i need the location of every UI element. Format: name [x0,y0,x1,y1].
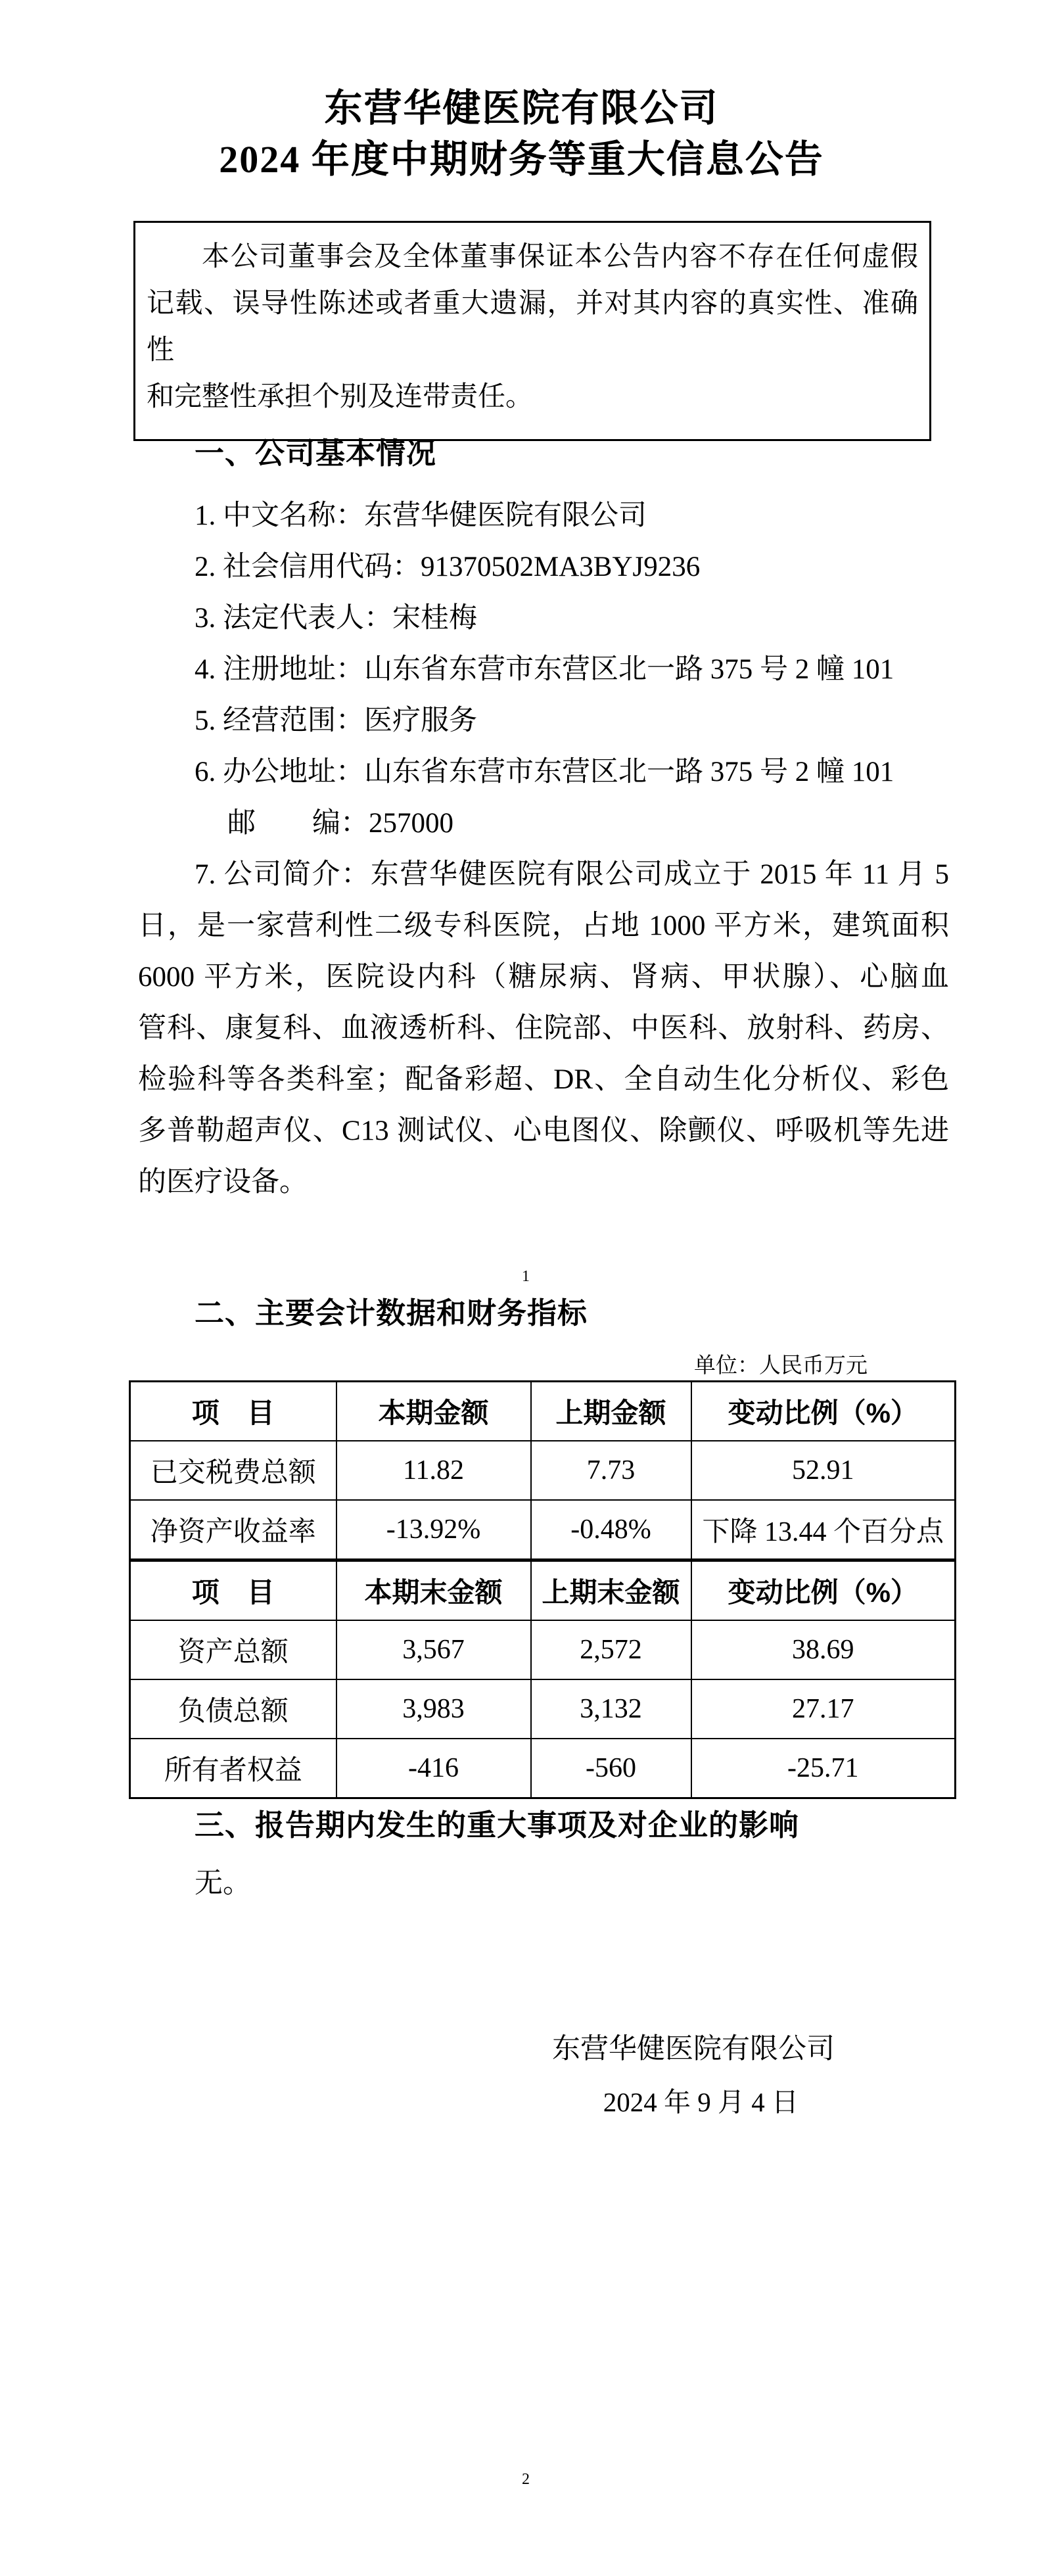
item-chinese-name: 1. 中文名称：东营华健医院有限公司 [195,500,647,531]
company-profile-line: 6000 平方米，医院设内科（糖尿病、肾病、甲状腺）、心脑血 [138,962,949,993]
cell-value: -25.71 [691,1739,956,1798]
table-row-total-assets [130,1620,956,1679]
table-row-roe [130,1500,956,1560]
company-profile-line: 7. 公司简介：东营华健医院有限公司成立于 2015 年 11 月 5 [195,859,949,890]
cell-value: 2,572 [531,1620,691,1679]
header-cell-prior-amount: 上期金额 [531,1382,691,1441]
table-header-row-period-end [130,1560,956,1621]
table-row-owners-equity [130,1739,956,1798]
item-legal-representative: 3. 法定代表人：宋桂梅 [195,603,477,634]
cell-value: -0.48% [531,1500,691,1560]
company-profile-line: 日，是一家营利性二级专科医院，占地 1000 平方米，建筑面积 [138,910,949,941]
cell-value: 38.69 [691,1620,956,1679]
header-cell-item: 项 目 [130,1560,336,1621]
section2-heading: 二、主要会计数据和财务指标 [195,1296,588,1330]
page-number-2: 2 [522,2471,530,2488]
cell-value: 52.91 [691,1441,956,1500]
cell-value: 3,983 [336,1679,531,1739]
document-title-line2: 2024 年度中期财务等重大信息公告 [219,138,824,181]
signature-company: 东营华健医院有限公司 [552,2034,835,2065]
cell-value: -560 [531,1739,691,1798]
item-registered-address: 4. 注册地址：山东省东营市东营区北一路 375 号 2 幢 101 [195,654,894,685]
section1-item-list [195,490,949,901]
cell-label: 负债总额 [130,1679,336,1739]
company-profile-line: 管科、康复科、血液透析科、住院部、中医科、放射科、药房、 [138,1013,949,1044]
header-cell-current-amount: 本期金额 [336,1382,531,1441]
table-row-total-liabilities [130,1679,956,1739]
header-cell-period-end-amount: 本期末金额 [336,1560,531,1621]
cell-value: 27.17 [691,1679,956,1739]
notice-line: 本公司董事会及全体董事保证本公告内容不存在任何虚假 [202,242,918,272]
item-office-address: 6. 办公地址：山东省东营市东营区北一路 375 号 2 幢 101 [195,757,894,787]
header-cell-prior-period-end-amount: 上期末金额 [531,1560,691,1621]
financial-indicators-table [129,1380,956,1799]
header-cell-item: 项 目 [130,1382,336,1441]
cell-label: 资产总额 [130,1620,336,1679]
item-credit-code: 2. 社会信用代码：91370502MA3BYJ9236 [195,551,701,582]
company-profile-line: 检验科等各类科室；配备彩超、DR、全自动生化分析仪、彩色 [138,1064,949,1095]
header-cell-change-ratio: 变动比例（%） [691,1560,956,1621]
cell-value: 3,567 [336,1620,531,1679]
notice-line: 记载、误导性陈述或者重大遗漏，并对其内容的真实性、准确性 [147,289,918,365]
cell-label: 净资产收益率 [130,1500,336,1560]
board-guarantee-notice-box [133,221,931,441]
cell-value: -13.92% [336,1500,531,1560]
company-profile-line: 的医疗设备。 [138,1167,308,1198]
currency-unit-note: 单位：人民币万元 [694,1354,868,1378]
page-number-1: 1 [522,1268,530,1285]
section3-heading: 三、报告期内发生的重大事项及对企业的影响 [195,1808,800,1842]
cell-label: 已交税费总额 [130,1441,336,1500]
document-title-line1: 东营华健医院有限公司 [324,87,719,129]
item-postal-code: 邮 编：257000 [227,808,453,839]
section3-content: 无。 [195,1868,251,1899]
company-profile-paragraph [138,901,949,1208]
table-header-row-current [130,1382,956,1441]
cell-value: -416 [336,1739,531,1798]
item-business-scope: 5. 经营范围：医疗服务 [195,705,477,736]
cell-value: 3,132 [531,1679,691,1739]
signature-date: 2024 年 9 月 4 日 [603,2087,799,2117]
cell-value: 7.73 [531,1441,691,1500]
cell-label: 所有者权益 [130,1739,336,1798]
header-cell-change-ratio: 变动比例（%） [691,1382,956,1441]
cell-value: 11.82 [336,1441,531,1500]
company-profile-line: 多普勒超声仪、C13 测试仪、心电图仪、除颤仪、呼吸机等先进 [138,1115,949,1146]
cell-value: 下降 13.44 个百分点 [691,1500,956,1560]
table-row-taxes-paid [130,1441,956,1500]
section1-heading: 一、公司基本情况 [195,436,437,470]
notice-line: 和完整性承担个别及连带责任。 [147,382,534,412]
